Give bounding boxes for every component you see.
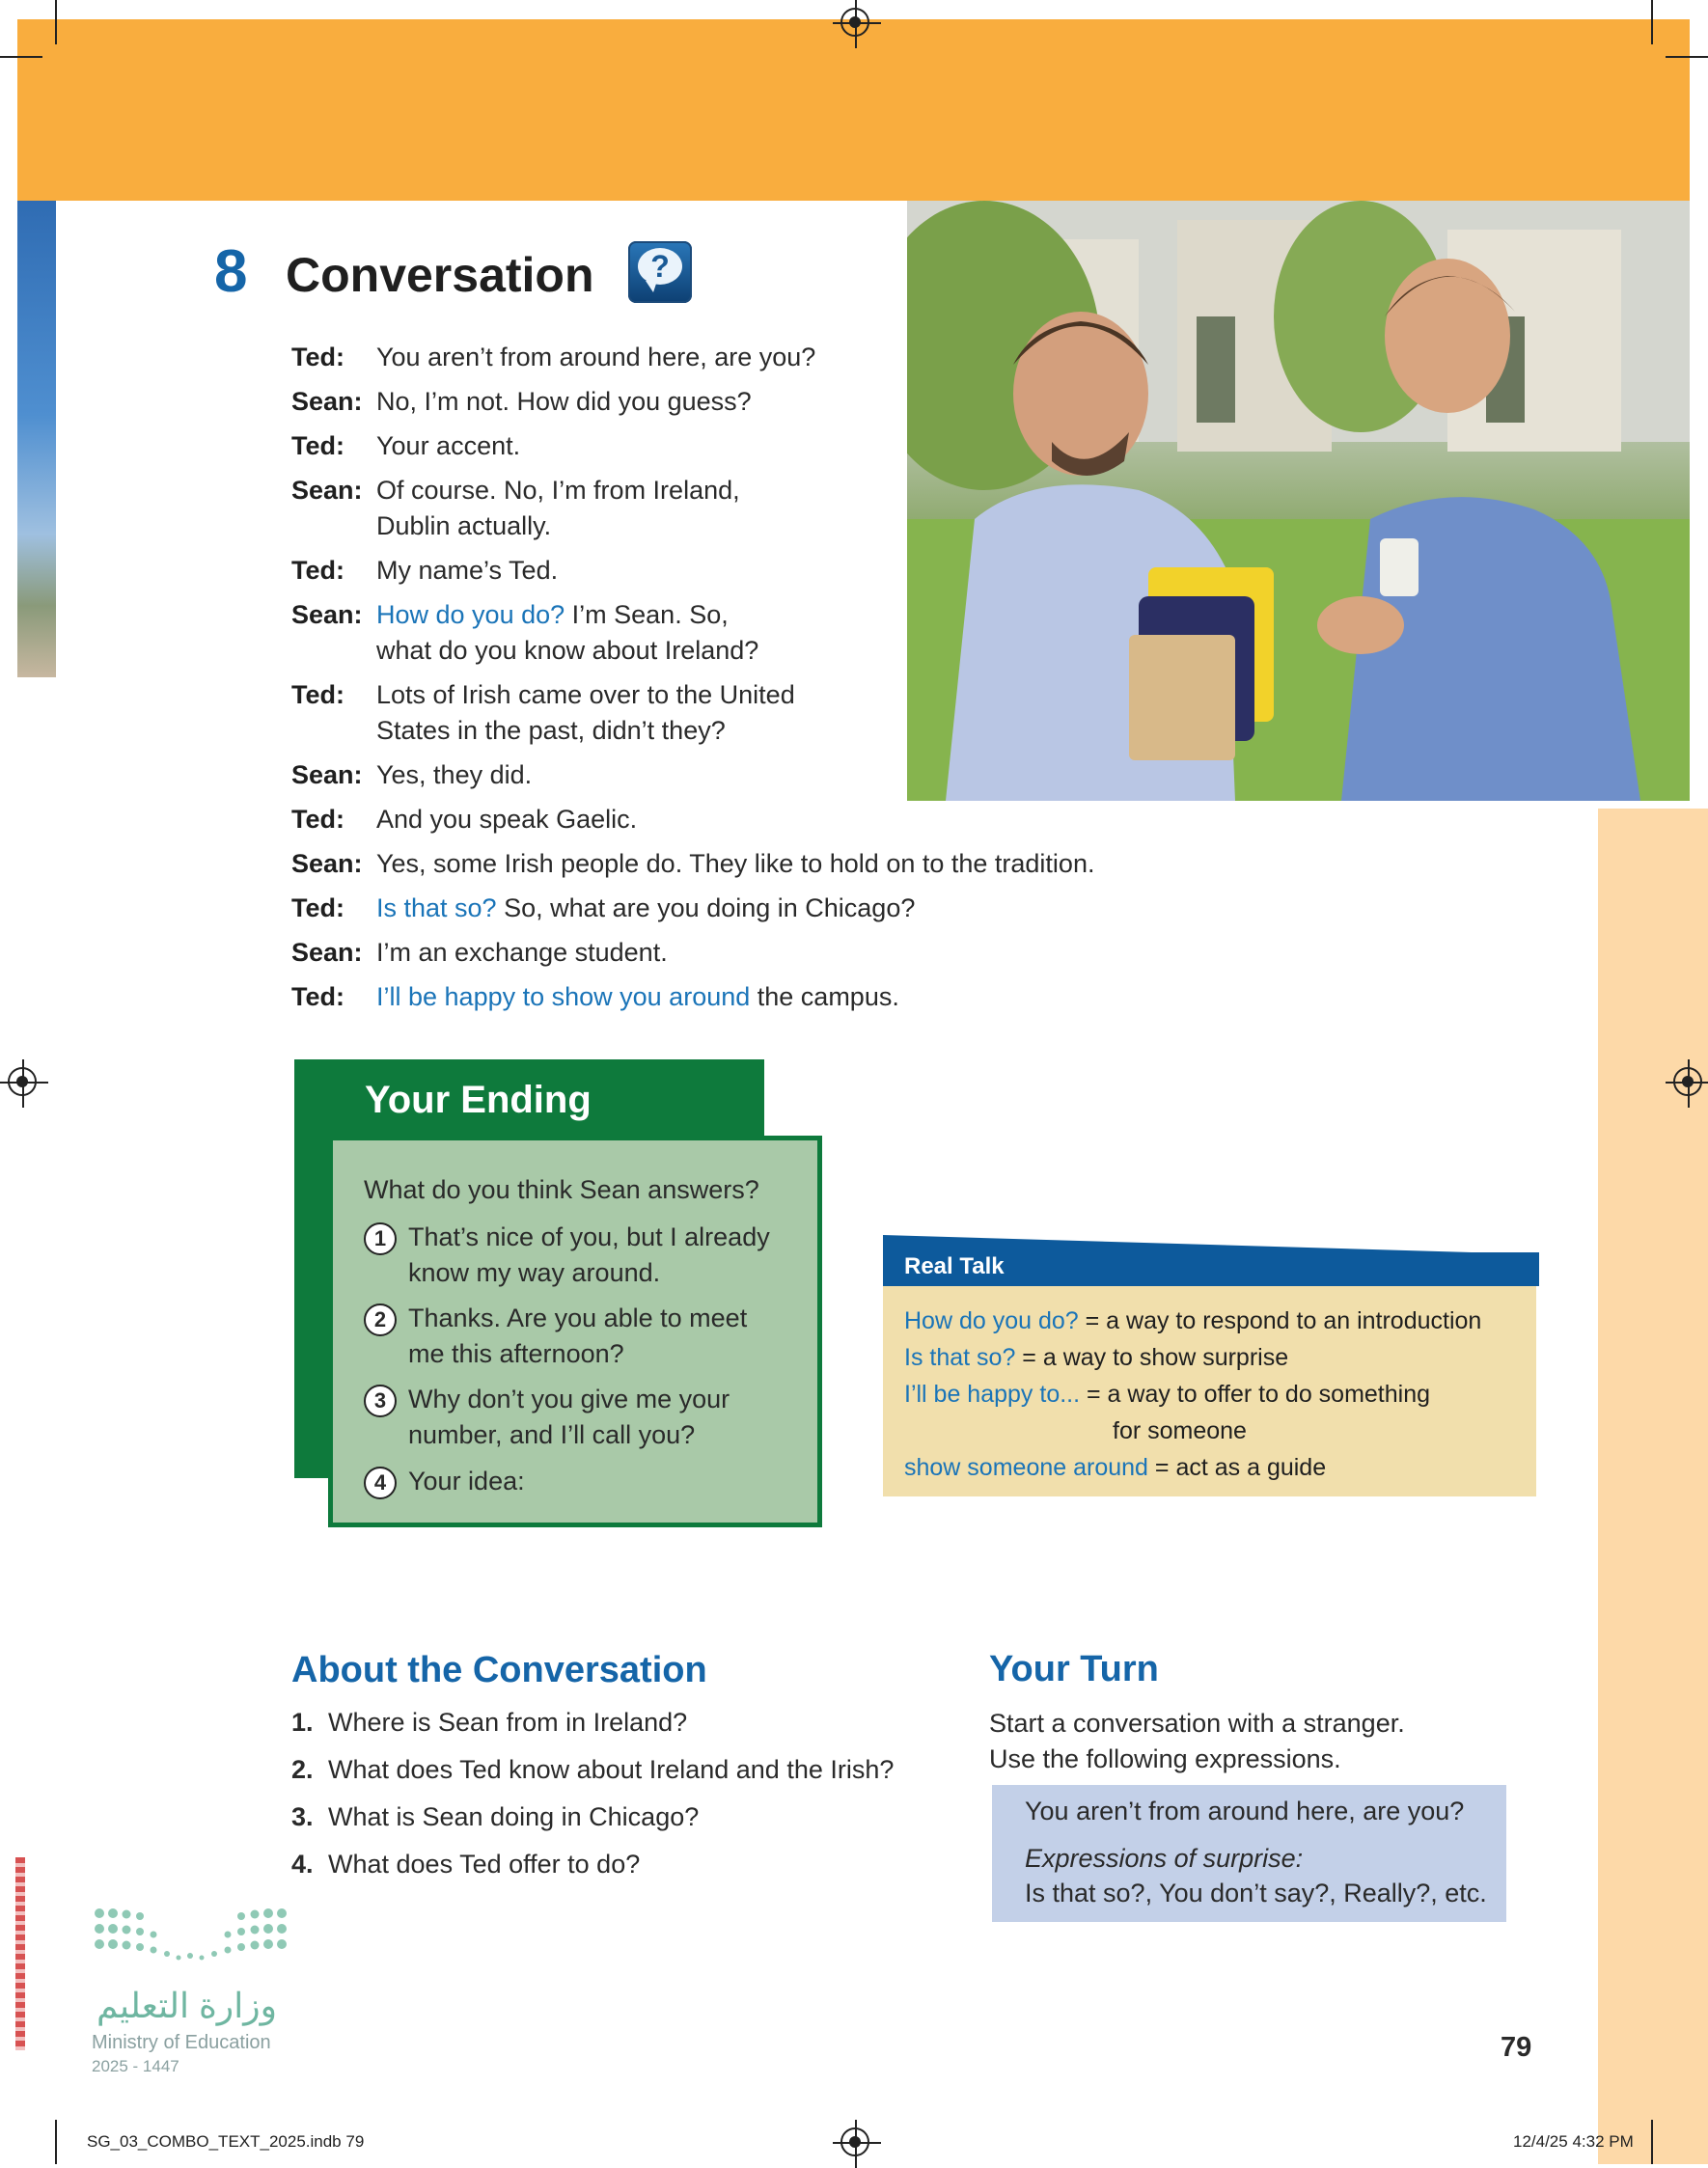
option-text: Thanks. Are you able to meet — [408, 1304, 748, 1332]
speaker-name: Ted: — [291, 680, 344, 709]
option-number-badge: 1 — [364, 1222, 397, 1255]
conversation-dialog — [291, 340, 1237, 1024]
expression-line: You aren’t from around here, are you? — [1025, 1797, 1465, 1825]
option-text: know my way around. — [408, 1258, 661, 1287]
speaker-name: Ted: — [291, 982, 344, 1011]
registration-mark-icon — [1673, 1067, 1702, 1096]
real-talk-definition: = a way to offer to do something — [1080, 1381, 1431, 1408]
real-talk-entry — [904, 1339, 1481, 1376]
question-number: 3. — [291, 1802, 314, 1831]
real-talk-term: How do you do? — [904, 1307, 1079, 1334]
top-orange-band — [17, 19, 1690, 201]
dialog-line — [291, 597, 1237, 669]
dialog-text — [376, 757, 1237, 793]
dialog-text-part: So, what are you doing in Chicago? — [496, 893, 916, 922]
ministry-year: 2025 - 1447 — [92, 2057, 179, 2075]
registration-mark-icon — [8, 1067, 37, 1096]
speaker-name: Sean: — [291, 938, 363, 967]
dialog-text-part: I’m an exchange student. — [376, 938, 668, 967]
dialog-text-part: Your accent. — [376, 431, 521, 460]
real-talk-list — [904, 1303, 1481, 1486]
dialog-line — [291, 340, 1237, 375]
question-item — [291, 1755, 894, 1802]
dialog-text — [376, 979, 1237, 1015]
crop-mark — [1651, 0, 1653, 44]
question-text: Where is Sean from in Ireland? — [328, 1708, 688, 1737]
dialog-text-part: States in the past, didn’t they? — [376, 716, 726, 745]
highlighted-expression: Is that so? — [376, 893, 497, 922]
question-number: 4. — [291, 1850, 314, 1879]
dialog-line — [291, 891, 1237, 926]
real-talk-term: I’ll be happy to... — [904, 1381, 1081, 1408]
dialog-text — [376, 802, 1237, 837]
left-photo-strip — [17, 201, 56, 677]
real-talk-entry — [904, 1413, 1481, 1449]
question-number: 1. — [291, 1708, 314, 1737]
side-peach-band — [1598, 809, 1708, 2164]
dialog-text-part: You aren’t from around here, are you? — [376, 343, 816, 371]
crop-mark — [55, 2120, 57, 2164]
expression-line: Is that so?, You don’t say?, Really?, etc. — [1025, 1879, 1487, 1907]
question-number: 2. — [291, 1755, 314, 1784]
question-text: What does Ted offer to do? — [328, 1850, 641, 1879]
ministry-arabic-name: وزارة التعليم — [96, 1986, 277, 2025]
your-turn-line: Use the following expressions. — [989, 1744, 1341, 1773]
dialog-text-part: Of course. No, I’m from Ireland, — [376, 476, 740, 505]
dialog-text-part: what do you know about Ireland? — [376, 636, 759, 665]
option-number-badge: 4 — [364, 1467, 397, 1499]
dialog-text — [376, 677, 1237, 749]
dialog-line — [291, 553, 1237, 589]
speaker-name: Sean: — [291, 849, 363, 878]
dialog-text-part: And you speak Gaelic. — [376, 805, 638, 834]
registration-mark-icon — [840, 8, 869, 37]
speaker-name: Ted: — [291, 556, 344, 585]
highlighted-expression: I’ll be happy to show you around — [376, 982, 751, 1011]
your-turn-line: Start a conversation with a stranger. — [989, 1709, 1405, 1738]
about-conversation-title: About the Conversation — [291, 1650, 707, 1690]
your-ending-question: What do you think Sean answers? — [364, 1175, 759, 1204]
dialog-line — [291, 384, 1237, 420]
speaker-name: Sean: — [291, 760, 363, 789]
registration-mark-icon — [840, 2127, 869, 2156]
highlighted-expression: How do you do? — [376, 600, 565, 629]
option-text: Why don’t you give me your — [408, 1385, 730, 1413]
dialog-line — [291, 473, 1237, 544]
dialog-line — [291, 935, 1237, 971]
dialog-text-part: My name’s Ted. — [376, 556, 559, 585]
dialog-line — [291, 428, 1237, 464]
real-talk-entry — [904, 1449, 1481, 1486]
real-talk-header-slant — [883, 1235, 1536, 1254]
question-item — [291, 1802, 894, 1850]
option-text: Your idea: — [408, 1467, 525, 1496]
dialog-text — [376, 340, 1237, 375]
speaker-name: Sean: — [291, 387, 363, 416]
real-talk-term: show someone around — [904, 1454, 1148, 1481]
dialog-line — [291, 677, 1237, 749]
your-turn-title: Your Turn — [989, 1649, 1159, 1689]
question-text: What does Ted know about Ireland and the Irish? — [328, 1755, 895, 1784]
question-item — [291, 1850, 894, 1897]
crop-mark — [55, 0, 57, 44]
real-talk-definition: = a way to respond to an introduction — [1078, 1307, 1482, 1334]
crop-mark — [1651, 2120, 1653, 2164]
speaker-name: Ted: — [291, 431, 344, 460]
dialog-text — [376, 891, 1237, 926]
print-file-info: SG_03_COMBO_TEXT_2025.indb 79 — [87, 2132, 365, 2151]
print-date: 12/4/25 4:32 PM — [1513, 2132, 1634, 2151]
expressions-box — [992, 1785, 1506, 1922]
section-number: 8 — [214, 238, 248, 305]
speaker-name: Sean: — [291, 476, 363, 505]
option-text: me this afternoon? — [408, 1339, 624, 1368]
option-text: number, and I’ll call you? — [408, 1420, 696, 1449]
crop-mark — [0, 56, 42, 58]
speaker-name: Ted: — [291, 343, 344, 371]
dialog-text — [376, 935, 1237, 971]
real-talk-definition: = a way to show surprise — [1015, 1344, 1289, 1371]
question-bubble-icon: ? — [628, 241, 692, 303]
real-talk-entry — [904, 1303, 1481, 1339]
dialog-text — [376, 597, 1237, 669]
option-number-badge: 3 — [364, 1385, 397, 1417]
ending-option — [364, 1220, 817, 1291]
ministry-logo-dots — [92, 1906, 289, 1963]
your-turn-instructions — [989, 1706, 1529, 1777]
left-decor-strip — [15, 1857, 25, 2050]
real-talk-entry — [904, 1376, 1481, 1413]
question-item — [291, 1708, 894, 1755]
expression-heading: Expressions of surprise: — [1025, 1844, 1304, 1873]
question-text: What is Sean doing in Chicago? — [328, 1802, 700, 1831]
dialog-line — [291, 979, 1237, 1015]
ending-option — [364, 1464, 817, 1499]
dialog-text — [376, 428, 1237, 464]
dialog-text — [376, 473, 1237, 544]
real-talk-term: Is that so? — [904, 1344, 1016, 1371]
dialog-text-part: No, I’m not. How did you guess? — [376, 387, 752, 416]
ending-option — [364, 1301, 817, 1372]
speaker-name: Ted: — [291, 893, 344, 922]
dialog-text-part: I’m Sean. So, — [565, 600, 729, 629]
your-ending-title: Your Ending — [365, 1079, 592, 1121]
dialog-line — [291, 757, 1237, 793]
real-talk-definition: = act as a guide — [1147, 1454, 1327, 1481]
dialog-text-part: Lots of Irish came over to the United — [376, 680, 795, 709]
option-number-badge: 2 — [364, 1304, 397, 1336]
crop-mark — [1666, 56, 1708, 58]
ending-option — [364, 1382, 817, 1453]
dialog-text — [376, 553, 1237, 589]
speaker-name: Ted: — [291, 805, 344, 834]
dialog-text-part: Yes, some Irish people do. They like to hold on to the tradition. — [376, 849, 1095, 878]
dialog-text-part: Yes, they did. — [376, 760, 533, 789]
dialog-text — [376, 384, 1237, 420]
dialog-text-part: the campus. — [750, 982, 899, 1011]
dialog-text — [376, 846, 1237, 882]
section-title: Conversation — [286, 248, 594, 302]
option-text: That’s nice of you, but I already — [408, 1222, 770, 1251]
ministry-english-name: Ministry of Education — [92, 2032, 271, 2053]
dialog-line — [291, 846, 1237, 882]
dialog-line — [291, 802, 1237, 837]
about-questions-list — [291, 1708, 894, 1897]
real-talk-definition: for someone — [1113, 1417, 1247, 1444]
page-number: 79 — [1501, 2032, 1532, 2063]
dialog-text-part: Dublin actually. — [376, 511, 552, 540]
real-talk-title: Real Talk — [904, 1253, 1005, 1279]
speaker-name: Sean: — [291, 600, 363, 629]
